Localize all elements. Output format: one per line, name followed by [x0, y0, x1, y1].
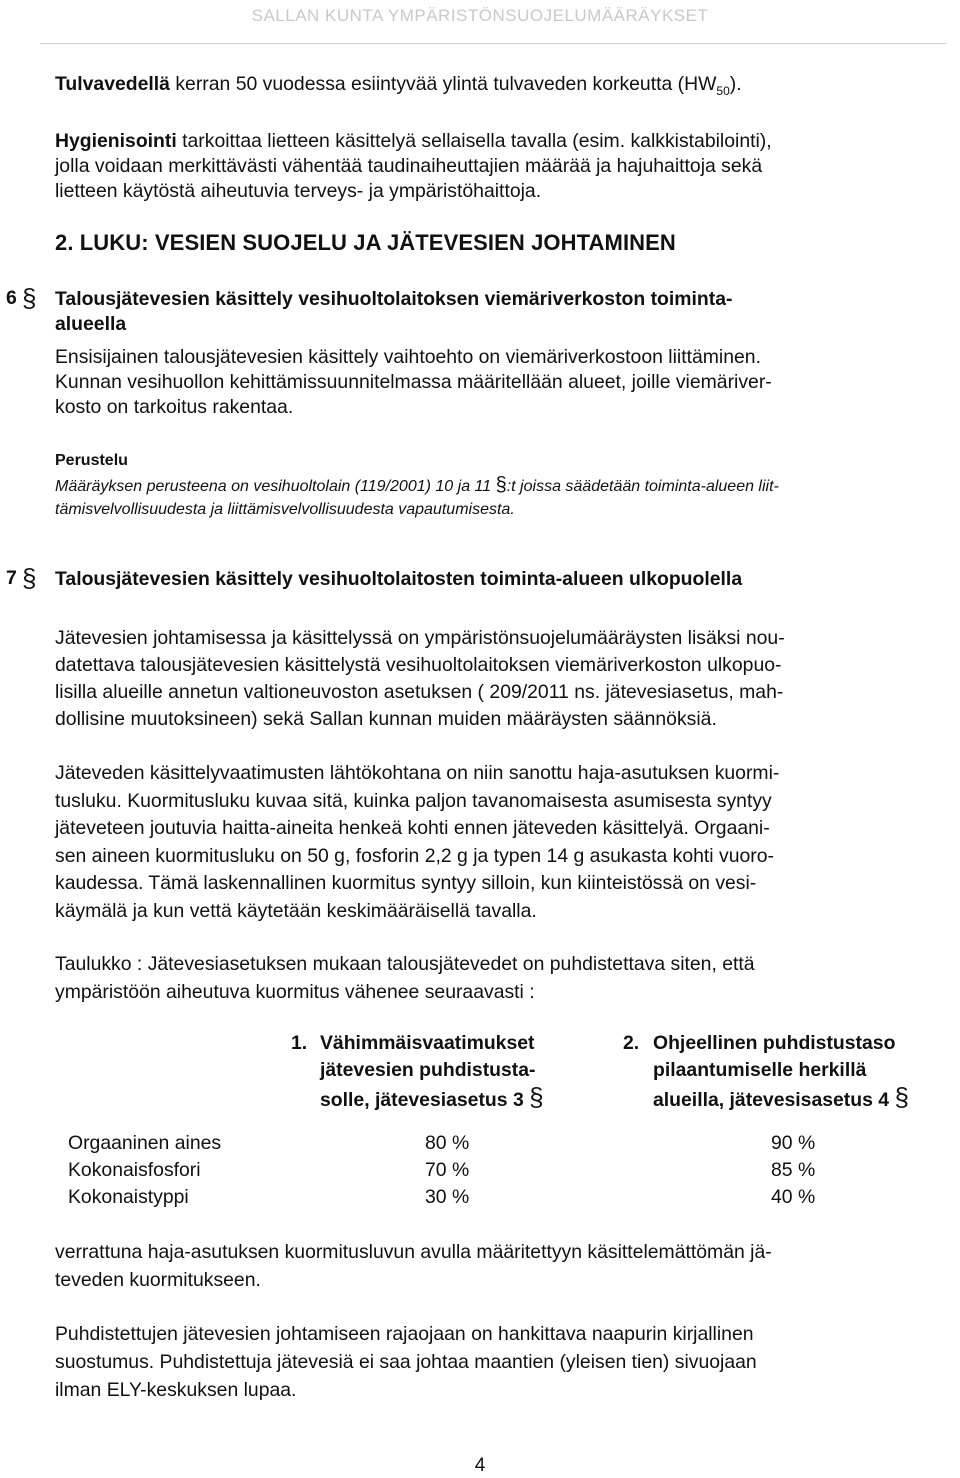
body-line: lisilla alueille annetun valtioneuvoston asetuksen ( 209/2011 ns. jätevesiasetus, mah- [55, 681, 784, 703]
section-7-paragraph-1 [55, 625, 785, 733]
header-divider [40, 43, 946, 44]
table-col1-number: 1. [291, 1032, 308, 1054]
body-line: tusluku. Kuormitusluku kuvaa sitä, kuinka paljon tavanomaisesta asumisesta syntyy [55, 789, 772, 812]
table-col2-number: 2. [623, 1032, 640, 1054]
table-cell: 30 % [425, 1186, 470, 1208]
body-line: dollisine muutoksineen) sekä Sallan kunnan muiden määräysten säännöksiä. [55, 708, 717, 730]
body-line: Jätevesien johtamisessa ja käsittelyssä on ympäristönsuojelumääräysten lisäksi nou- [55, 627, 785, 649]
body-line: Taulukko : Jätevesiasetuksen mukaan talousjätevedet on puhdistettava siten, että [55, 953, 755, 975]
body-line: ilman ELY-keskuksen lupaa. [55, 1379, 297, 1401]
table-col1-values [425, 1130, 469, 1211]
definition-term: Tulvavedellä [55, 73, 170, 95]
page-header: SALLAN KUNTA YMPÄRISTÖNSUOJELUMÄÄRÄYKSET [251, 6, 709, 25]
section-7-title: Talousjätevesien käsittely vesihuoltolaitosten toiminta-alueen ulkopuolella [55, 568, 743, 590]
perustelu-text [55, 474, 940, 521]
table-header-line: pilaantumiselle herkillä [653, 1059, 867, 1081]
definition-text: tarkoittaa lietteen käsittelyä sellaisella tavalla (esim. kalkkistabilointi), [176, 130, 772, 152]
table-cell: 90 % [771, 1132, 816, 1154]
table-cell: 85 % [771, 1159, 816, 1181]
body-line: Kunnan vesihuollon kehittämissuunnitelmassa määritellään alueet, joille viemäriver- [55, 371, 772, 393]
page-number: 4 [474, 1455, 486, 1476]
table-header-line: Vähimmäisvaatimukset [320, 1032, 535, 1054]
body-line: Puhdistettujen jätevesien johtamiseen rajaojaan on hankittava naapurin kirjallinen [55, 1323, 754, 1345]
perustelu-line-start: Määräyksen perusteena on vesihuoltolain (119/2001) 10 ja 11 [55, 478, 496, 495]
section-title-line: Talousjätevesien käsittely vesihuoltolaitoksen viemäriverkoston toiminta- [55, 288, 733, 310]
paragraph-mark: § [529, 1082, 544, 1112]
section-6-title [55, 287, 732, 337]
table-row-labels [68, 1130, 221, 1211]
section-7-number: 7 [6, 567, 17, 589]
table-col2-header [653, 1030, 909, 1114]
definition-text: kerran 50 vuodessa esiintyvää ylintä tulvaveden korkeutta (HW [169, 73, 717, 95]
definition-line [55, 129, 950, 154]
definition-term: Hygienisointi [55, 130, 177, 152]
table-col1-header [320, 1030, 544, 1114]
body-line: suostumus. Puhdistettuja jätevesiä ei saa johtaa maantien (yleisen tien) sivuojaan [55, 1351, 757, 1373]
section-7-paragraph-2 [55, 760, 779, 925]
table-row-label: Orgaaninen aines [68, 1132, 222, 1154]
body-line: kosto on tarkoitus rakentaa. [55, 396, 294, 418]
body-line: ympäristöön aiheutuva kuormitus vähenee seuraavasti : [55, 981, 535, 1003]
table-row-label: Kokonaistyppi [68, 1186, 189, 1208]
paragraph-mark: § [894, 1082, 909, 1112]
body-line: datettava talousjätevesien käsittelystä vesihuoltolaitoksen viemäriverkoston ulkopuo- [55, 654, 782, 676]
table-cell: 80 % [425, 1132, 470, 1154]
definition-tulvavesi [55, 72, 945, 104]
section-6-body [55, 345, 772, 420]
perustelu-line-end: :t joissa säädetään toiminta-alueen liit- [506, 478, 779, 495]
table-header-line: Ohjeellinen puhdistustaso [653, 1032, 896, 1054]
table-header-text: solle, jätevesiasetus 3 [320, 1089, 524, 1111]
definition-text-end: ). [729, 73, 742, 95]
body-line: verrattuna haja-asutuksen kuormitusluvun avulla määritettyyn käsittelemättömän jä- [55, 1241, 772, 1263]
paragraph-mark: § [22, 563, 37, 593]
body-line: käymälä ja kun vettä käytetään keskimääräisellä tavalla. [55, 899, 537, 922]
perustelu-heading: Perustelu [55, 452, 128, 469]
table-col2-values [771, 1130, 815, 1211]
table-cell: 70 % [425, 1159, 470, 1181]
section-title-line: alueella [55, 313, 127, 335]
definition-subscript: 50 [716, 83, 730, 98]
body-line: Ensisijainen talousjätevesien käsittely vaihtoehto on viemäriverkostoon liittäminen. [55, 346, 761, 368]
perustelu-line: tämisvelvollisuudesta ja liittämisvelvollisuudesta vapautumisesta. [55, 501, 515, 518]
section-7-paragraph-4 [55, 1238, 772, 1294]
table-row-label: Kokonaisfosfori [68, 1159, 201, 1181]
body-line: teveden kuormitukseen. [55, 1269, 261, 1291]
body-line: jäteveteen joutuvia haitta-aineita henkeä kohti ennen jäteveden käsittelyä. Orgaani- [55, 817, 770, 839]
body-line: sen aineen kuormitusluku on 50 g, fosforin 2,2 g ja typen 14 g asukasta kohti vuoro- [55, 844, 774, 867]
table-header-line [653, 1084, 909, 1114]
definition-hygienisointi [55, 129, 950, 204]
paragraph-mark: § [495, 474, 507, 496]
paragraph-mark: § [22, 283, 37, 313]
table-header-text: alueilla, jätevesisasetus 4 [653, 1089, 890, 1111]
table-cell: 40 % [771, 1186, 816, 1208]
definition-line: jolla voidaan merkittävästi vähentää taudinaiheuttajien määrää ja hajuhaittoja sekä [55, 155, 763, 177]
body-line: Jäteveden käsittelyvaatimusten lähtökohtana on niin sanottu haja-asutuksen kuormi- [55, 762, 780, 784]
definition-line: lietteen käytöstä aiheutuvia terveys- ja ympäristöhaittoja. [55, 180, 542, 202]
table-header-line [320, 1084, 544, 1114]
chapter-title: 2. LUKU: VESIEN SUOJELU JA JÄTEVESIEN JOHTAMINEN [55, 230, 676, 255]
section-7-paragraph-3 [55, 950, 755, 1006]
body-line: kaudessa. Tämä laskennallinen kuormitus syntyy silloin, kun kiinteistössä on vesi- [55, 872, 757, 894]
section-6-number: 6 [6, 287, 17, 309]
table-header-line: jätevesien puhdistusta- [320, 1059, 536, 1081]
perustelu-line [55, 474, 940, 498]
section-7-paragraph-5 [55, 1320, 757, 1404]
